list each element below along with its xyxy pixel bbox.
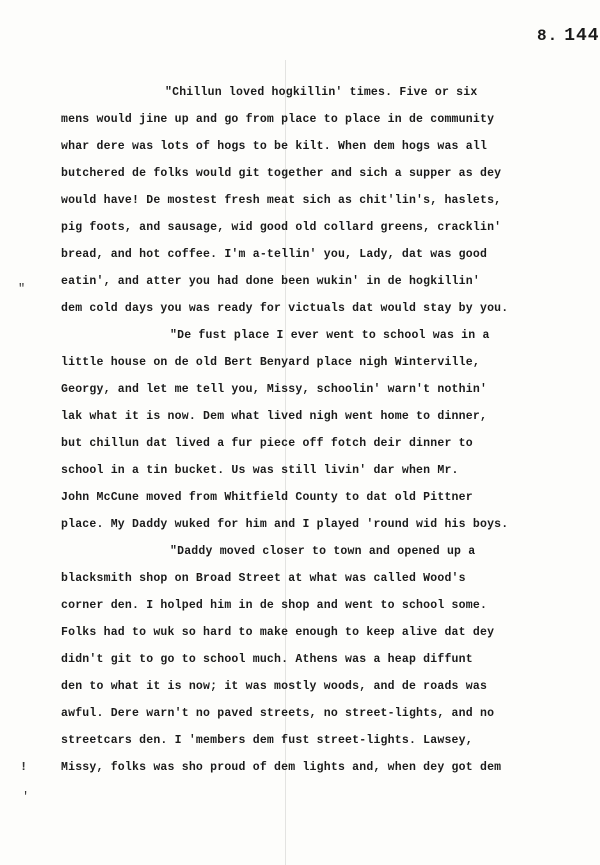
text-line: "Daddy moved closer to town and opened up a bbox=[170, 545, 476, 558]
text-line: little house on de old Bert Benyard place nigh Winterville, bbox=[61, 356, 480, 369]
page-number bbox=[537, 26, 600, 46]
text-line: Georgy, and let me tell you, Missy, schoolin' warn't nothin' bbox=[61, 383, 488, 396]
text-line: dem cold days you was ready for victuals dat would stay by you. bbox=[61, 302, 509, 315]
text-line: lak what it is now. Dem what lived nigh went home to dinner, bbox=[61, 410, 488, 423]
text-line: but chillun dat lived a fur piece off fotch deir dinner to bbox=[61, 437, 473, 450]
text-line: Folks had to wuk so hard to make enough to keep alive dat dey bbox=[61, 626, 495, 639]
text-line: "De fust place I ever went to school was in a bbox=[170, 329, 490, 342]
text-line: John McCune moved from Whitfield County to dat old Pittner bbox=[61, 491, 473, 504]
margin-mark-bottom: ! bbox=[20, 760, 28, 774]
text-line: corner den. I holped him in de shop and went to school some. bbox=[61, 599, 488, 612]
margin-mark-top: ″ bbox=[18, 282, 26, 296]
text-line: streetcars den. I 'members dem fust street-lights. Lawsey, bbox=[61, 734, 473, 747]
page-number-prefix: 8. bbox=[537, 27, 559, 45]
text-line: school in a tin bucket. Us was still livin' dar when Mr. bbox=[61, 464, 459, 477]
text-line: Missy, folks was sho proud of dem lights and, when dey got dem bbox=[61, 761, 502, 774]
margin-mark-bottom-sub: ' bbox=[22, 790, 30, 804]
text-line: place. My Daddy wuked for him and I played 'round wid his boys. bbox=[61, 518, 509, 531]
text-line: eatin', and atter you had done been wukin' in de hogkillin' bbox=[61, 275, 480, 288]
text-line: bread, and hot coffee. I'm a-tellin' you, Lady, dat was good bbox=[61, 248, 488, 261]
text-line: pig foots, and sausage, wid good old collard greens, cracklin' bbox=[61, 221, 502, 234]
text-line: den to what it is now; it was mostly woods, and de roads was bbox=[61, 680, 488, 693]
page-number-value: 144 bbox=[564, 26, 600, 46]
text-line: didn't git to go to school much. Athens was a heap diffunt bbox=[61, 653, 473, 666]
text-line: whar dere was lots of hogs to be kilt. When dem hogs was all bbox=[61, 140, 488, 153]
text-line: butchered de folks would git together and sich a supper as dey bbox=[61, 167, 502, 180]
text-line: mens would jine up and go from place to place in de community bbox=[61, 113, 495, 126]
text-line: blacksmith shop on Broad Street at what was called Wood's bbox=[61, 572, 466, 585]
text-line: "Chillun loved hogkillin' times. Five or six bbox=[165, 86, 478, 99]
text-line: awful. Dere warn't no paved streets, no street-lights, and no bbox=[61, 707, 495, 720]
text-line: would have! De mostest fresh meat sich as chit'lin's, haslets, bbox=[61, 194, 502, 207]
